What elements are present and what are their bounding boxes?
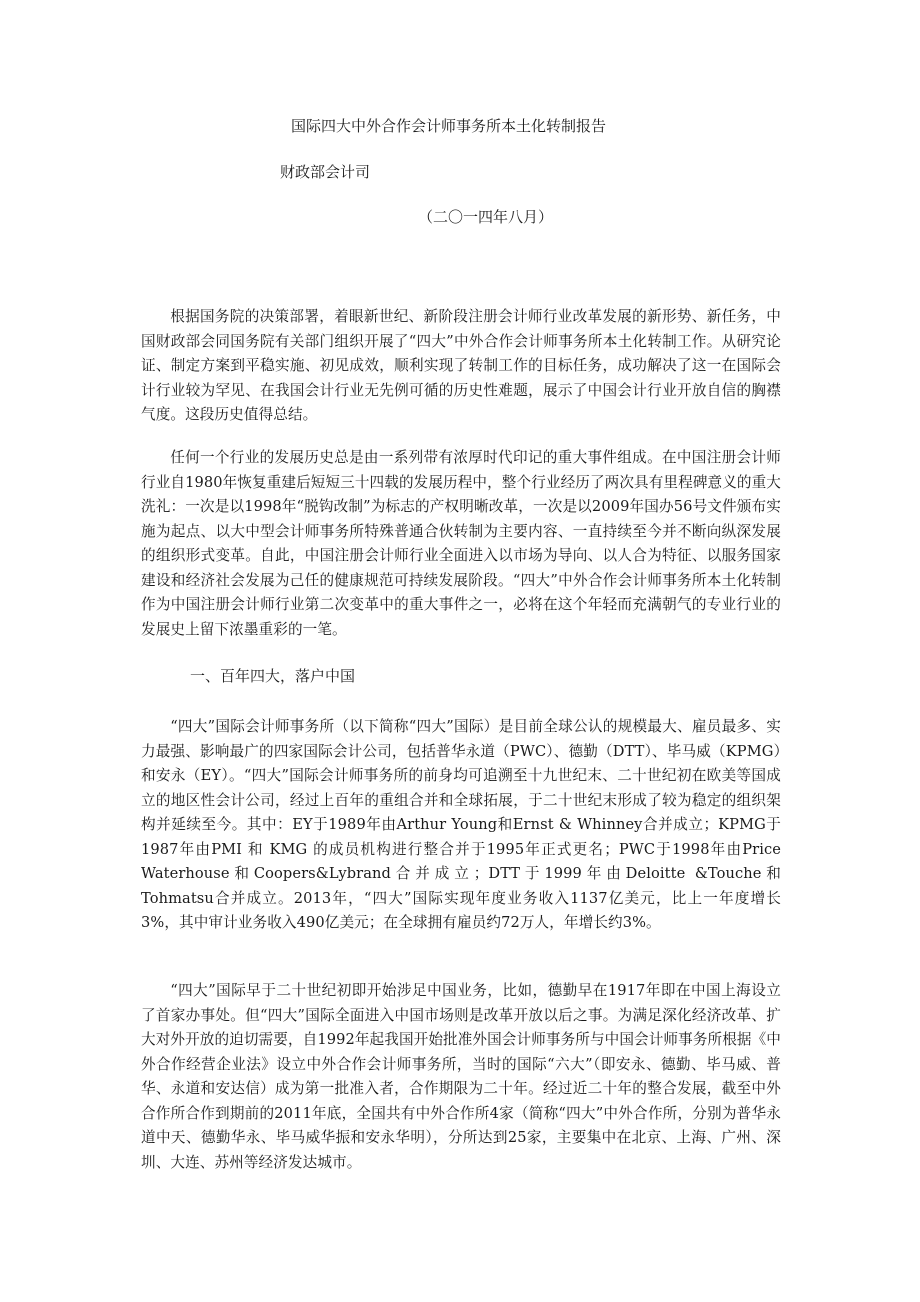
section-paragraph-1: “四大”国际会计师事务所（以下简称“四大”国际）是目前全球公认的规模最大、雇员最多、实力最强、影响最广的四家国际会计公司，包括普华永道（PWC）、德勤（DTT）、毕马威（KPMG）和安永（EY）。“四大”国际会计师事务所的前身均可追溯至十九世纪末、二十世纪初在欧美等国成立的地区性会计公司，经过上百年的重组合并和全球拓展，于二十世纪末形成了较为稳定的组织架构并延续至今。其中：EY于1989年由Arthur Young和Ernst & Whinney合并成立；KPMG于1987年由PMI 和 KMG 的成员机构进行整合并于1995年正式更名；PWC于1998年由Price Waterhouse和Coopers&Lybrand合并成立；DTT于1999年由Deloitte &Touche和Tohmatsu合并成立。2013年，“四大”国际实现年度业务收入1137亿美元，比上一年度增长3%，其中审计业务收入490亿美元；在全球拥有雇员约72万人，年增长约3%。: [141, 718, 781, 931]
intro-paragraph-1: 根据国务院的决策部署，着眼新世纪、新阶段注册会计师行业改革发展的新形势、新任务，中国财政部会同国务院有关部门组织开展了“四大”中外合作会计师事务所本土化转制工作。从研究论证、制定方案到平稳实施、初见成效，顺利实现了转制工作的目标任务，成功解决了这一在国际会计行业较为罕见、在我国会计行业无先例可循的历史性难题，展示了中国会计行业开放自信的胸襟气度。这段历史值得总结。: [141, 308, 781, 423]
issuing-department: 财政部会计司: [280, 163, 371, 181]
document-title: 国际四大中外合作会计师事务所本土化转制报告: [291, 117, 607, 135]
section-paragraph-2: “四大”国际早于二十世纪初即开始涉足中国业务，比如，德勤早在1917年即在中国上海设立了首家办事处。但“四大”国际全面进入中国市场则是改革开放以后之事。为满足深化经济改革、扩大对外开放的迫切需要，自1992年起我国开始批准外国会计师事务所与中国会计师事务所根据《中外合作经营企业法》设立中外合作会计师事务所，当时的国际“六大”（即安永、德勤、毕马威、普华、永道和安达信）成为第一批准入者，合作期限为二十年。经过近二十年的整合发展，截至中外合作所合作到期前的2011年底，全国共有中外合作所4家（简称“四大”中外合作所，分别为普华永道中天、德勤华永、毕马威华振和安永华明），分所达到25家，主要集中在北京、上海、广州、深圳、大连、苏州等经济发达城市。: [141, 982, 781, 1171]
document-date: （二〇一四年八月）: [418, 208, 554, 226]
intro-paragraph-2: 任何一个行业的发展历史总是由一系列带有浓厚时代印记的重大事件组成。在中国注册会计师行业自1980年恢复重建后短短三十四载的发展历程中，整个行业经历了两次具有里程碑意义的重大洗礼：一次是以1998年“脱钩改制”为标志的产权明晰改革，一次是以2009年国办56号文件颁布实施为起点、以大中型会计师事务所特殊普通合伙转制为主要内容、一直持续至今并不断向纵深发展的组织形式变革。自此，中国注册会计师行业全面进入以市场为导向、以人合为特征、以服务国家建设和经济社会发展为己任的健康规范可持续发展阶段。“四大”中外合作会计师事务所本土化转制作为中国注册会计师行业第二次变革中的重大事件之一，必将在这个年轻而充满朝气的专业行业的发展史上留下浓墨重彩的一笔。: [141, 449, 781, 638]
section-heading: 一、百年四大，落户中国: [190, 667, 356, 685]
